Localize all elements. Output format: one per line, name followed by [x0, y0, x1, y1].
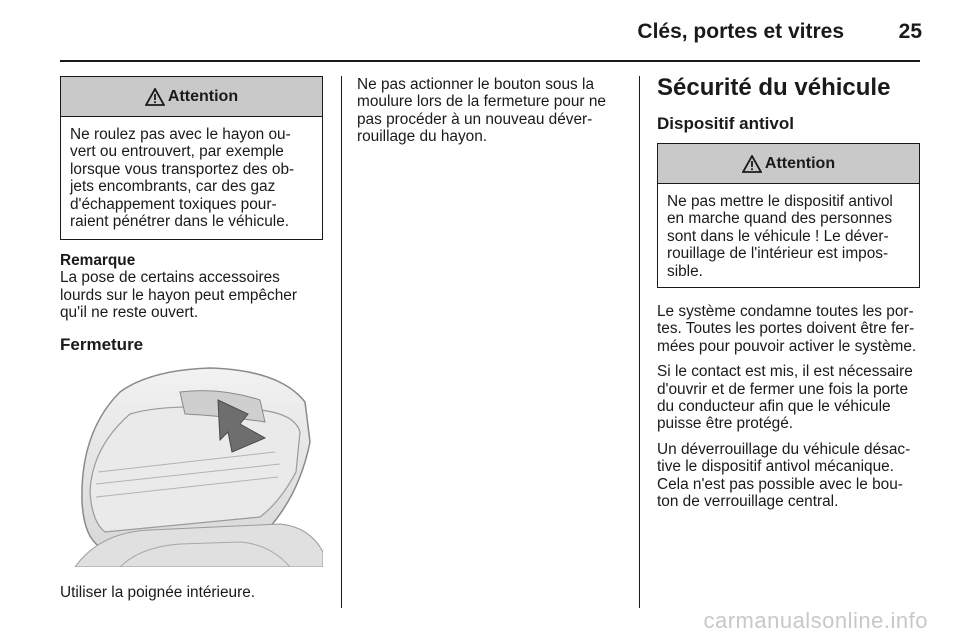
- warning-box: [657, 143, 920, 288]
- warning-text: Ne roulez pas avec le hayon ou- vert ou entrouvert, par exemple lorsque vous transportez des ob- jets encombrants, car des gaz d'échappement toxiques pour- raient pénétrer dans le véhicule.: [70, 126, 295, 231]
- warning-title: Attention: [167, 87, 239, 105]
- header-rule: [60, 60, 920, 62]
- open-tailgate-with-arrow-illustration: [60, 352, 323, 567]
- warning-header: [658, 144, 919, 184]
- paragraph: Le système condamne toutes les por- tes. Toutes les portes doivent être fer- mées pour pouvoir activer le système.: [657, 303, 917, 355]
- subsection-title-antivol: Dispositif antivol: [657, 114, 794, 133]
- closing-instruction-text: Ne pas actionner le bouton sous la moulure lors de la fermeture pour ne pas procéder à un nouveau déver- rouillage du hayon.: [357, 76, 606, 146]
- paragraph: Si le contact est mis, il est nécessaire d'ouvrir et de fermer une fois la porte du conducteur afin que le véhicule puisse être protégé.: [657, 363, 913, 433]
- warning-box: [60, 76, 323, 240]
- warning-triangle-icon: [145, 88, 165, 106]
- page-number: 25: [898, 20, 922, 43]
- note-title: Remarque: [60, 252, 136, 269]
- watermark: carmanualsonline.info: [703, 608, 928, 633]
- page-section-title: Clés, portes et vitres: [637, 20, 844, 43]
- column-divider: [639, 76, 640, 608]
- section-title-securite: Sécurité du véhicule: [657, 74, 891, 101]
- warning-header: [61, 77, 322, 117]
- warning-text: Ne pas mettre le dispositif antivol en marche quand des personnes sont dans le véhicule ! Le déver- rouillage de l'intérieur est impos- sible.: [667, 193, 893, 280]
- section-heading-fermeture: Fermeture: [60, 334, 144, 354]
- paragraph: Un déverrouillage du véhicule désac- tive le dispositif antivol mécanique. Cela n'est pas possible avec le bou- ton de verrouillage central.: [657, 440, 911, 511]
- warning-triangle-icon: [742, 155, 762, 173]
- column-middle: [357, 76, 625, 146]
- note-text: La pose de certains accessoires lourds sur le hayon peut empêcher qu'il ne reste ouvert.: [60, 269, 297, 322]
- column-left: [60, 76, 323, 355]
- figure-caption: Utiliser la poignée intérieure.: [60, 584, 256, 601]
- column-right: [657, 76, 920, 510]
- warning-title: Attention: [764, 154, 836, 172]
- column-divider: [341, 76, 342, 608]
